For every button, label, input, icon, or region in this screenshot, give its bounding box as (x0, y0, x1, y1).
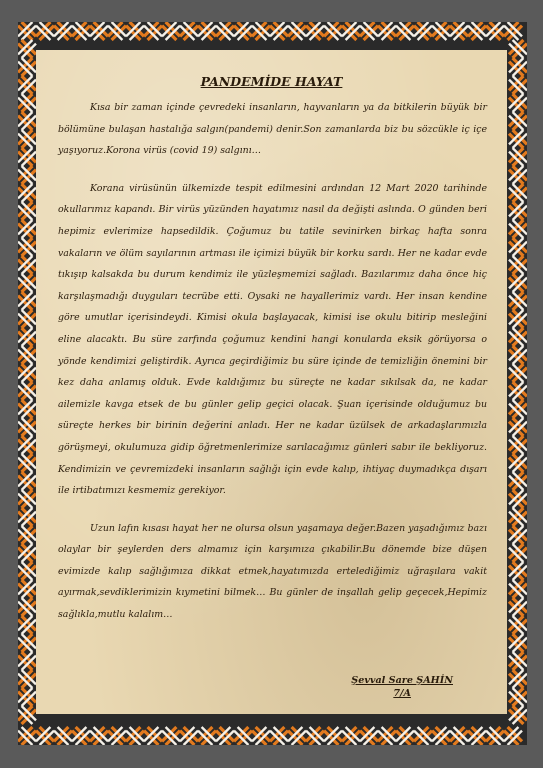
knot-cell (18, 310, 36, 328)
knot-cell (342, 727, 360, 745)
knot-cell (509, 112, 527, 130)
knot-cell (18, 40, 36, 58)
knot-cell (509, 148, 527, 166)
knot-cell (509, 526, 527, 544)
knot-cell (234, 22, 252, 40)
knot-cell (18, 76, 36, 94)
knot-cell (18, 562, 36, 580)
knot-cell (198, 727, 216, 745)
knot-cell (18, 727, 36, 745)
knot-cell (509, 310, 527, 328)
knot-cell (180, 22, 198, 40)
knot-cell (509, 328, 527, 346)
knot-cell (306, 22, 324, 40)
knot-cell (36, 22, 54, 40)
knot-cell (509, 670, 527, 688)
knot-cell (18, 220, 36, 238)
knot-cell (234, 727, 252, 745)
knot-cell (36, 727, 54, 745)
document-title: PANDEMİDE HAYAT (200, 74, 343, 89)
document-body (58, 97, 487, 626)
knot-cell (509, 184, 527, 202)
knot-cell (324, 22, 342, 40)
knot-cell (468, 22, 486, 40)
knot-cell (509, 166, 527, 184)
knot-cell (509, 508, 527, 526)
knot-cell (18, 364, 36, 382)
knot-cell (509, 40, 527, 58)
knot-cell (18, 94, 36, 112)
knot-cell (509, 58, 527, 76)
knot-cell (180, 727, 198, 745)
knot-cell (18, 688, 36, 706)
knot-cell (18, 490, 36, 508)
knot-cell (450, 22, 468, 40)
knot-cell (432, 22, 450, 40)
knot-cell (18, 112, 36, 130)
knot-cell (162, 22, 180, 40)
knot-cell (72, 727, 90, 745)
knot-cell (18, 400, 36, 418)
knot-cell (509, 400, 527, 418)
knot-cell (509, 562, 527, 580)
knot-cell (509, 598, 527, 616)
knot-cell (18, 508, 36, 526)
knot-cell (509, 436, 527, 454)
knot-cell (306, 727, 324, 745)
knot-cell (509, 490, 527, 508)
knot-cell (378, 727, 396, 745)
knot-cell (54, 22, 72, 40)
knot-cell (18, 238, 36, 256)
knot-cell (18, 148, 36, 166)
knot-cell (486, 22, 504, 40)
knot-cell (18, 166, 36, 184)
knot-cell (509, 454, 527, 472)
knot-cell (126, 727, 144, 745)
knot-cell (509, 472, 527, 490)
knot-cell (18, 130, 36, 148)
knot-cell (18, 436, 36, 454)
knot-cell (378, 22, 396, 40)
knot-cell (486, 727, 504, 745)
knot-cell (509, 274, 527, 292)
knot-cell (360, 22, 378, 40)
knot-cell (468, 727, 486, 745)
knot-cell (270, 727, 288, 745)
knot-cell (108, 727, 126, 745)
knot-cell (18, 706, 36, 724)
knot-cell (54, 727, 72, 745)
knot-cell (252, 22, 270, 40)
knot-cell (509, 130, 527, 148)
knot-cell (18, 670, 36, 688)
knot-cell (509, 544, 527, 562)
knot-cell (18, 22, 36, 40)
knot-cell (509, 580, 527, 598)
knot-cell (18, 454, 36, 472)
knot-cell (126, 22, 144, 40)
knot-cell (509, 220, 527, 238)
knot-cell (18, 472, 36, 490)
paragraph-intro: Kısa bir zaman içinde çevredeki insanların, hayvanların ya da bitkilerin büyük bir bölümüne bulaşan hastalığa salgın(pandemi) denir.Son zamanlarda biz bu sözcükle iç içe yaşıyoruz.Korona virüs (covid 19) salgını… (58, 102, 487, 157)
knot-cell (509, 202, 527, 220)
knot-cell (509, 688, 527, 706)
knot-cell (396, 727, 414, 745)
knot-cell (90, 22, 108, 40)
knot-cell (288, 727, 306, 745)
knot-cell (18, 526, 36, 544)
paragraph-conclusion: Uzun lafın kısası hayat her ne olursa olsun yaşamaya değer.Bazen yaşadığımız bazı olaylar bir şeylerden ders almamız için karşımıza çıkabilir.Bu dönemde bize düşen evimizde kalıp sağlığımıza dikkat etmek,hayatımızda ertelediğimiz uğraşılara vakit ayırmak,sevdiklerimizin kıymetini bilmek… Bu günler de inşallah gelip geçecek,Hepimiz sağlıkla,mutlu kalalım… (58, 522, 487, 621)
knot-cell (509, 706, 527, 724)
author-name: Şevval Sare ŞAHİN (351, 675, 453, 686)
knot-cell (18, 202, 36, 220)
knot-cell (509, 418, 527, 436)
knot-cell (509, 292, 527, 310)
knot-cell (162, 727, 180, 745)
knot-cell (18, 580, 36, 598)
knot-cell (18, 544, 36, 562)
knot-cell (72, 22, 90, 40)
knot-cell (509, 364, 527, 382)
knot-cell (360, 727, 378, 745)
knot-cell (108, 22, 126, 40)
knot-cell (509, 652, 527, 670)
knot-cell (324, 727, 342, 745)
knot-cell (288, 22, 306, 40)
knot-cell (18, 418, 36, 436)
knot-cell (18, 328, 36, 346)
knot-cell (342, 22, 360, 40)
knot-cell (18, 382, 36, 400)
knot-cell (216, 727, 234, 745)
knot-cell (18, 634, 36, 652)
knot-cell (509, 238, 527, 256)
knot-cell (509, 76, 527, 94)
knot-cell (509, 382, 527, 400)
knot-cell (450, 727, 468, 745)
knot-cell (90, 727, 108, 745)
knot-cell (414, 727, 432, 745)
knot-cell (18, 184, 36, 202)
knot-cell (414, 22, 432, 40)
signature-block (351, 674, 453, 700)
knot-cell (18, 256, 36, 274)
knot-cell (18, 292, 36, 310)
knot-cell (18, 616, 36, 634)
author-class: 7/A (393, 688, 411, 699)
knot-cell (18, 58, 36, 76)
knot-cell (504, 727, 522, 745)
knot-cell (216, 22, 234, 40)
knot-cell (509, 634, 527, 652)
knot-cell (144, 727, 162, 745)
knot-cell (432, 727, 450, 745)
knot-cell (396, 22, 414, 40)
parchment-page (36, 50, 507, 714)
knot-cell (509, 256, 527, 274)
knot-cell (18, 274, 36, 292)
knot-cell (252, 727, 270, 745)
paragraph-main: Korana virüsünün ülkemizde tespit edilmesini ardından 12 Mart 2020 tarihinde okullarımız kapandı. Bir virüs yüzünden hayatımız nasıl da değişti aslında. O günden beri hepimiz evlerimize hapsedildik. Çoğumuz bu tatile sevinirken birkaç hafta sonra vakaların ve ölüm sayılarının artması ile içimizi büyük bir korku sardı. Her ne kadar evde tıkışıp kalsakda bu durum kendimiz ile yüzleşmemizi sağladı. Bazılarımız daha önce hiç karşılaşmadığı duyguları tecrübe etti. Oysaki ne hayallerimiz vardı. Her insan kendine göre umutlar içerisindeydi. Kimisi okula başlayacak, kimisi ise okulu bitirip mesleğini eline alacaktı. Bu süre zarfında çoğumuz kendini hangi konularda eksik görüyorsa o yönde kendimizi geliştirdik. Ayrıca geçirdiğimiz bu süre içinde de temizliğin önemini bir kez daha anlamış olduk. Evde kaldığımız bu süreçte ne kadar sıkılsak da, ne kadar ailemizle kavga etsek de bu günler gelip geçici olacak. Şuan içerisinde olduğumuz bu süreçte herkes bir birinin değerini anladı. Her ne kadar üzülsek de arkadaşlarımızla görüşmeyi, okulumuza gidip öğretmenlerimize sarılacağımız günleri sabır ile bekliyoruz. Kendimizin ve çevremizdeki insanların sağlığı için evde kalıp, ihtiyaç duymadıkça dışarı ile irtibatımızı kesmemiz gerekiyor. (58, 182, 487, 497)
knot-cell (509, 346, 527, 364)
knot-cell (509, 616, 527, 634)
knot-cell (18, 346, 36, 364)
knot-cell (144, 22, 162, 40)
knot-cell (18, 652, 36, 670)
knot-cell (509, 94, 527, 112)
knot-cell (270, 22, 288, 40)
knot-cell (18, 598, 36, 616)
knot-cell (198, 22, 216, 40)
knot-cell (504, 22, 522, 40)
